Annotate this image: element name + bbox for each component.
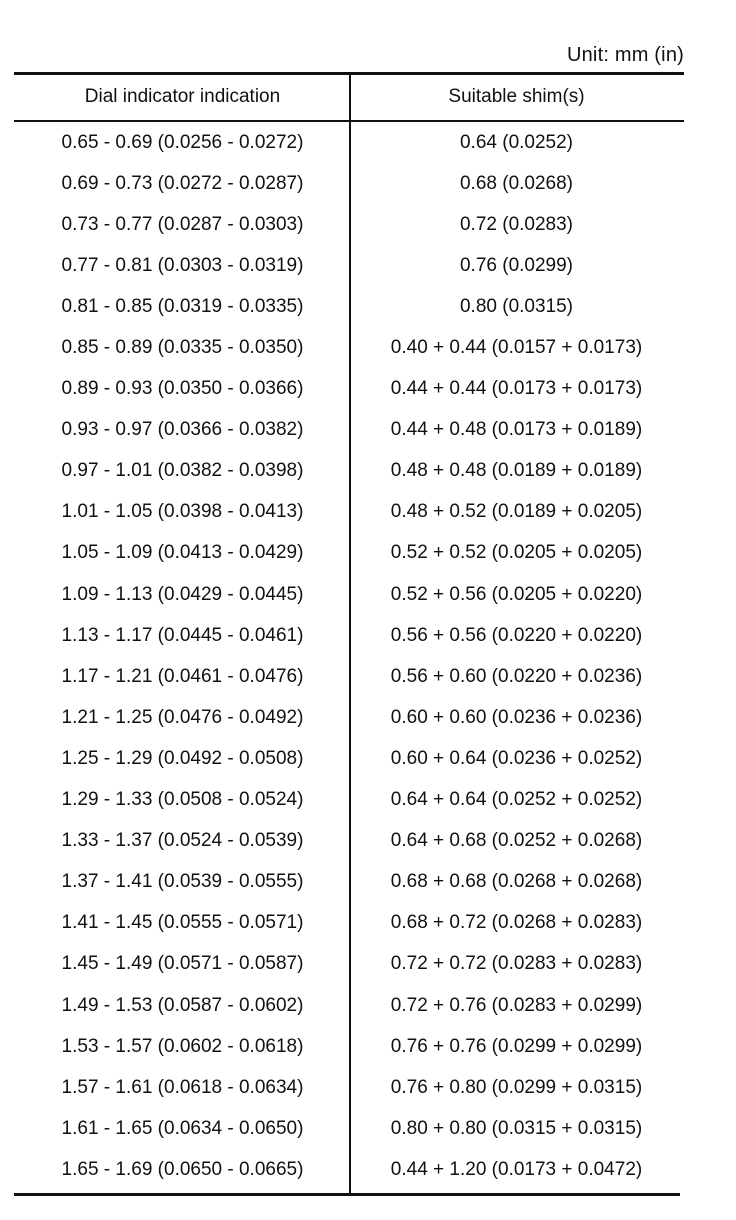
dial-indication-cell: 1.37 - 1.41 (0.0539 - 0.0555) [61,871,304,893]
table-row [14,369,684,410]
table-row [14,327,684,368]
table-row [14,574,684,615]
table-row [14,1026,684,1067]
table-row [14,615,684,656]
table-row [14,821,684,862]
dial-indication-cell: 1.21 - 1.25 (0.0476 - 0.0492) [61,706,304,728]
dial-indication-cell: 1.17 - 1.21 (0.0461 - 0.0476) [61,665,304,687]
table-row [14,697,684,738]
dial-indication-cell: 0.73 - 0.77 (0.0287 - 0.0303) [61,213,304,235]
suitable-shim-cell: 0.40 + 0.44 (0.0157 + 0.0173) [390,337,643,359]
dial-indication-cell: 0.69 - 0.73 (0.0272 - 0.0287) [61,172,304,194]
dial-indication-cell: 0.77 - 0.81 (0.0303 - 0.0319) [61,254,304,276]
dial-indication-cell: 0.89 - 0.93 (0.0350 - 0.0366) [61,378,304,400]
suitable-shim-cell: 0.48 + 0.48 (0.0189 + 0.0189) [390,460,643,482]
table-row [14,533,684,574]
dial-indication-cell: 1.53 - 1.57 (0.0602 - 0.0618) [61,1035,304,1057]
table-row [14,163,684,204]
table-row [14,1108,684,1149]
table-row [14,944,684,985]
table-row [14,451,684,492]
table-row [14,286,684,327]
dial-indication-cell: 1.61 - 1.65 (0.0634 - 0.0650) [61,1117,304,1139]
suitable-shim-cell: 0.72 + 0.72 (0.0283 + 0.0283) [390,953,643,975]
table-row [14,738,684,779]
suitable-shim-cell: 0.64 (0.0252) [459,131,574,153]
dial-indication-cell: 1.13 - 1.17 (0.0445 - 0.0461) [61,624,304,646]
suitable-shim-cell: 0.80 (0.0315) [459,295,574,317]
dial-indication-cell: 1.49 - 1.53 (0.0587 - 0.0602) [61,994,304,1016]
table-row [14,245,684,286]
table-body [14,122,684,1190]
suitable-shim-cell: 0.52 + 0.52 (0.0205 + 0.0205) [390,542,643,564]
suitable-shim-cell: 0.60 + 0.64 (0.0236 + 0.0252) [390,747,643,769]
dial-indication-cell: 0.93 - 0.97 (0.0366 - 0.0382) [61,419,304,441]
suitable-shim-cell: 0.76 + 0.80 (0.0299 + 0.0315) [390,1076,643,1098]
dial-indication-cell: 1.01 - 1.05 (0.0398 - 0.0413) [61,501,304,523]
suitable-shim-cell: 0.44 + 1.20 (0.0173 + 0.0472) [390,1158,643,1180]
table-row [14,204,684,245]
table-row [14,985,684,1026]
suitable-shim-cell: 0.76 + 0.76 (0.0299 + 0.0299) [390,1035,643,1057]
table-row [14,656,684,697]
unit-label: Unit: mm (in) [566,44,684,66]
table-row [14,862,684,903]
column-header-dial-indication: Dial indicator indication [84,86,281,107]
suitable-shim-cell: 0.48 + 0.52 (0.0189 + 0.0205) [390,501,643,523]
suitable-shim-cell: 0.52 + 0.56 (0.0205 + 0.0220) [390,583,643,605]
suitable-shim-cell: 0.68 + 0.68 (0.0268 + 0.0268) [390,871,643,893]
table-row [14,492,684,533]
suitable-shim-cell: 0.64 + 0.68 (0.0252 + 0.0268) [390,830,643,852]
suitable-shim-cell: 0.76 (0.0299) [459,254,574,276]
table-row [14,410,684,451]
table-row [14,780,684,821]
column-header-suitable-shims: Suitable shim(s) [448,86,585,107]
dial-indication-cell: 1.41 - 1.45 (0.0555 - 0.0571) [61,912,304,934]
suitable-shim-cell: 0.68 + 0.72 (0.0268 + 0.0283) [390,912,643,934]
suitable-shim-cell: 0.64 + 0.64 (0.0252 + 0.0252) [390,789,643,811]
suitable-shim-cell: 0.80 + 0.80 (0.0315 + 0.0315) [390,1117,643,1139]
suitable-shim-cell: 0.60 + 0.60 (0.0236 + 0.0236) [390,706,643,728]
dial-indication-cell: 1.09 - 1.13 (0.0429 - 0.0445) [61,583,304,605]
dial-indication-cell: 1.45 - 1.49 (0.0571 - 0.0587) [61,953,304,975]
suitable-shim-cell: 0.72 (0.0283) [459,213,574,235]
dial-indication-cell: 1.33 - 1.37 (0.0524 - 0.0539) [61,830,304,852]
table-row [14,1067,684,1108]
dial-indication-cell: 1.57 - 1.61 (0.0618 - 0.0634) [61,1076,304,1098]
suitable-shim-cell: 0.44 + 0.44 (0.0173 + 0.0173) [390,378,643,400]
dial-indication-cell: 0.65 - 0.69 (0.0256 - 0.0272) [61,131,304,153]
table-row [14,903,684,944]
table-row [14,1149,684,1190]
dial-indication-cell: 0.85 - 0.89 (0.0335 - 0.0350) [61,337,304,359]
suitable-shim-cell: 0.44 + 0.48 (0.0173 + 0.0189) [390,419,643,441]
table-bottom-rule [14,1193,680,1196]
suitable-shim-cell: 0.72 + 0.76 (0.0283 + 0.0299) [390,994,643,1016]
dial-indication-cell: 1.25 - 1.29 (0.0492 - 0.0508) [61,747,304,769]
dial-indication-cell: 1.29 - 1.33 (0.0508 - 0.0524) [61,789,304,811]
table-row [14,122,684,163]
dial-indication-cell: 1.65 - 1.69 (0.0650 - 0.0665) [61,1158,304,1180]
dial-indication-cell: 0.81 - 0.85 (0.0319 - 0.0335) [61,295,304,317]
dial-indication-cell: 1.05 - 1.09 (0.0413 - 0.0429) [61,542,304,564]
suitable-shim-cell: 0.56 + 0.56 (0.0220 + 0.0220) [390,624,643,646]
dial-indication-cell: 0.97 - 1.01 (0.0382 - 0.0398) [61,460,304,482]
suitable-shim-cell: 0.68 (0.0268) [459,172,574,194]
suitable-shim-cell: 0.56 + 0.60 (0.0220 + 0.0236) [390,665,643,687]
